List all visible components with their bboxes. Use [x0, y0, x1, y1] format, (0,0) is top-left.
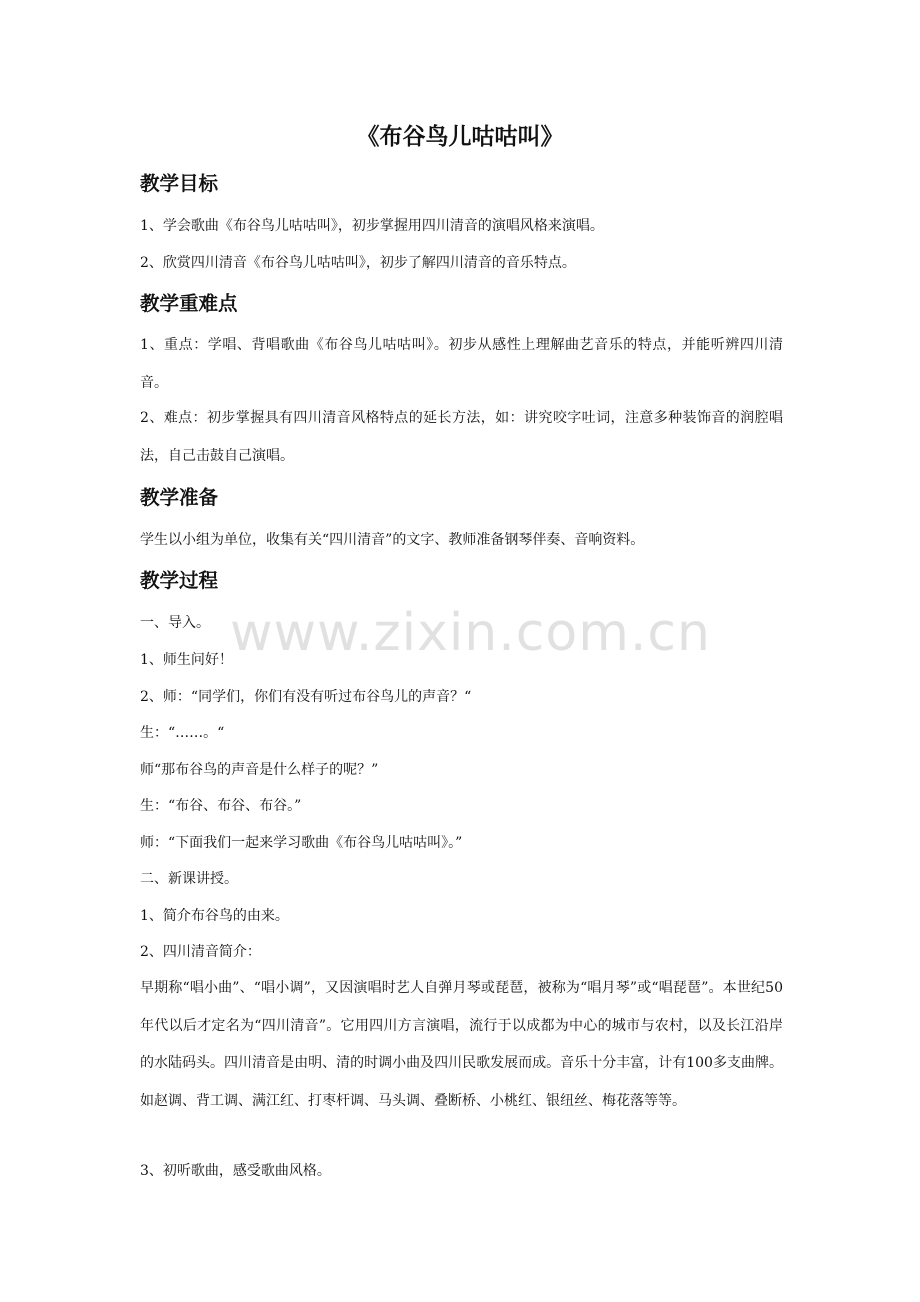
process-last-line: 3、初听歌曲，感受歌曲风格。 [140, 1163, 331, 1179]
goal-item-1: 1、学会歌曲《布谷鸟儿咕咕叫》，初步掌握用四川清音的演唱风格来演唱。 [140, 218, 604, 234]
process-line: 1、师生问好！ [140, 652, 233, 668]
key-point-item-2: 2、难点：初步掌握具有四川清音风格特点的延长方法，如：讲究咬字吐词，注意多种装饰音的润腔唱法，自己击鼓自己演唱。 [140, 410, 783, 464]
process-line: 生：“……。“ [140, 725, 225, 741]
document-title: 《布谷鸟儿咕咕叫》 [356, 124, 564, 150]
process-line: 2、四川清音简介： [140, 944, 261, 960]
preparation-text: 学生以小组为单位，收集有关“四川清音”的文字、教师准备钢琴伴奏、音响资料。 [140, 532, 645, 548]
sichuan-qingyin-intro-paragraph: 早期称“唱小曲”、“唱小调”，又因演唱时艺人自弹月琴或琵琶，被称为“唱月琴”或“唱琵琶”。本世纪50年代以后才定名为“四川清音”。它用四川方言演唱，流行于以成都为中心的城市与农村，以及长江沿岸的水陆码头。四川清音是由明、清的时调小曲及四川民歌发展而成。音乐十分丰富，计有100多支曲牌。如赵调、背工调、满江红、打枣杆调、马头调、叠断桥、小桃红、银纽丝、梅花落等等。 [140, 980, 783, 1109]
watermark: www.zixin.com.cn [230, 603, 711, 663]
section-heading-key-points: 教学重难点 [140, 292, 238, 315]
section-heading-preparation: 教学准备 [140, 486, 219, 509]
process-line: 1、简介布谷鸟的由来。 [140, 908, 289, 924]
goal-item-2: 2、欣赏四川清音《布谷鸟儿咕咕叫》，初步了解四川清音的音乐特点。 [140, 255, 576, 271]
process-line: 2、师：“同学们，你们有没有听过布谷鸟儿的声音？“ [140, 689, 472, 705]
process-line: 生：“布谷、布谷、布谷。” [140, 798, 302, 814]
process-line: 师：“下面我们一起来学习歌曲《布谷鸟儿咕咕叫》。” [140, 835, 463, 851]
process-line: 一、导入。 [140, 615, 210, 631]
section-heading-process: 教学过程 [140, 569, 219, 592]
section-heading-goals: 教学目标 [140, 172, 219, 195]
process-line: 二、新课讲授。 [140, 871, 238, 887]
key-point-item-1: 1、重点：学唱、背唱歌曲《布谷鸟儿咕咕叫》。初步从感性上理解曲艺音乐的特点，并能听辨四川清音。 [140, 337, 783, 391]
process-line: 师“那布谷鸟的声音是什么样子的呢？” [140, 762, 379, 778]
